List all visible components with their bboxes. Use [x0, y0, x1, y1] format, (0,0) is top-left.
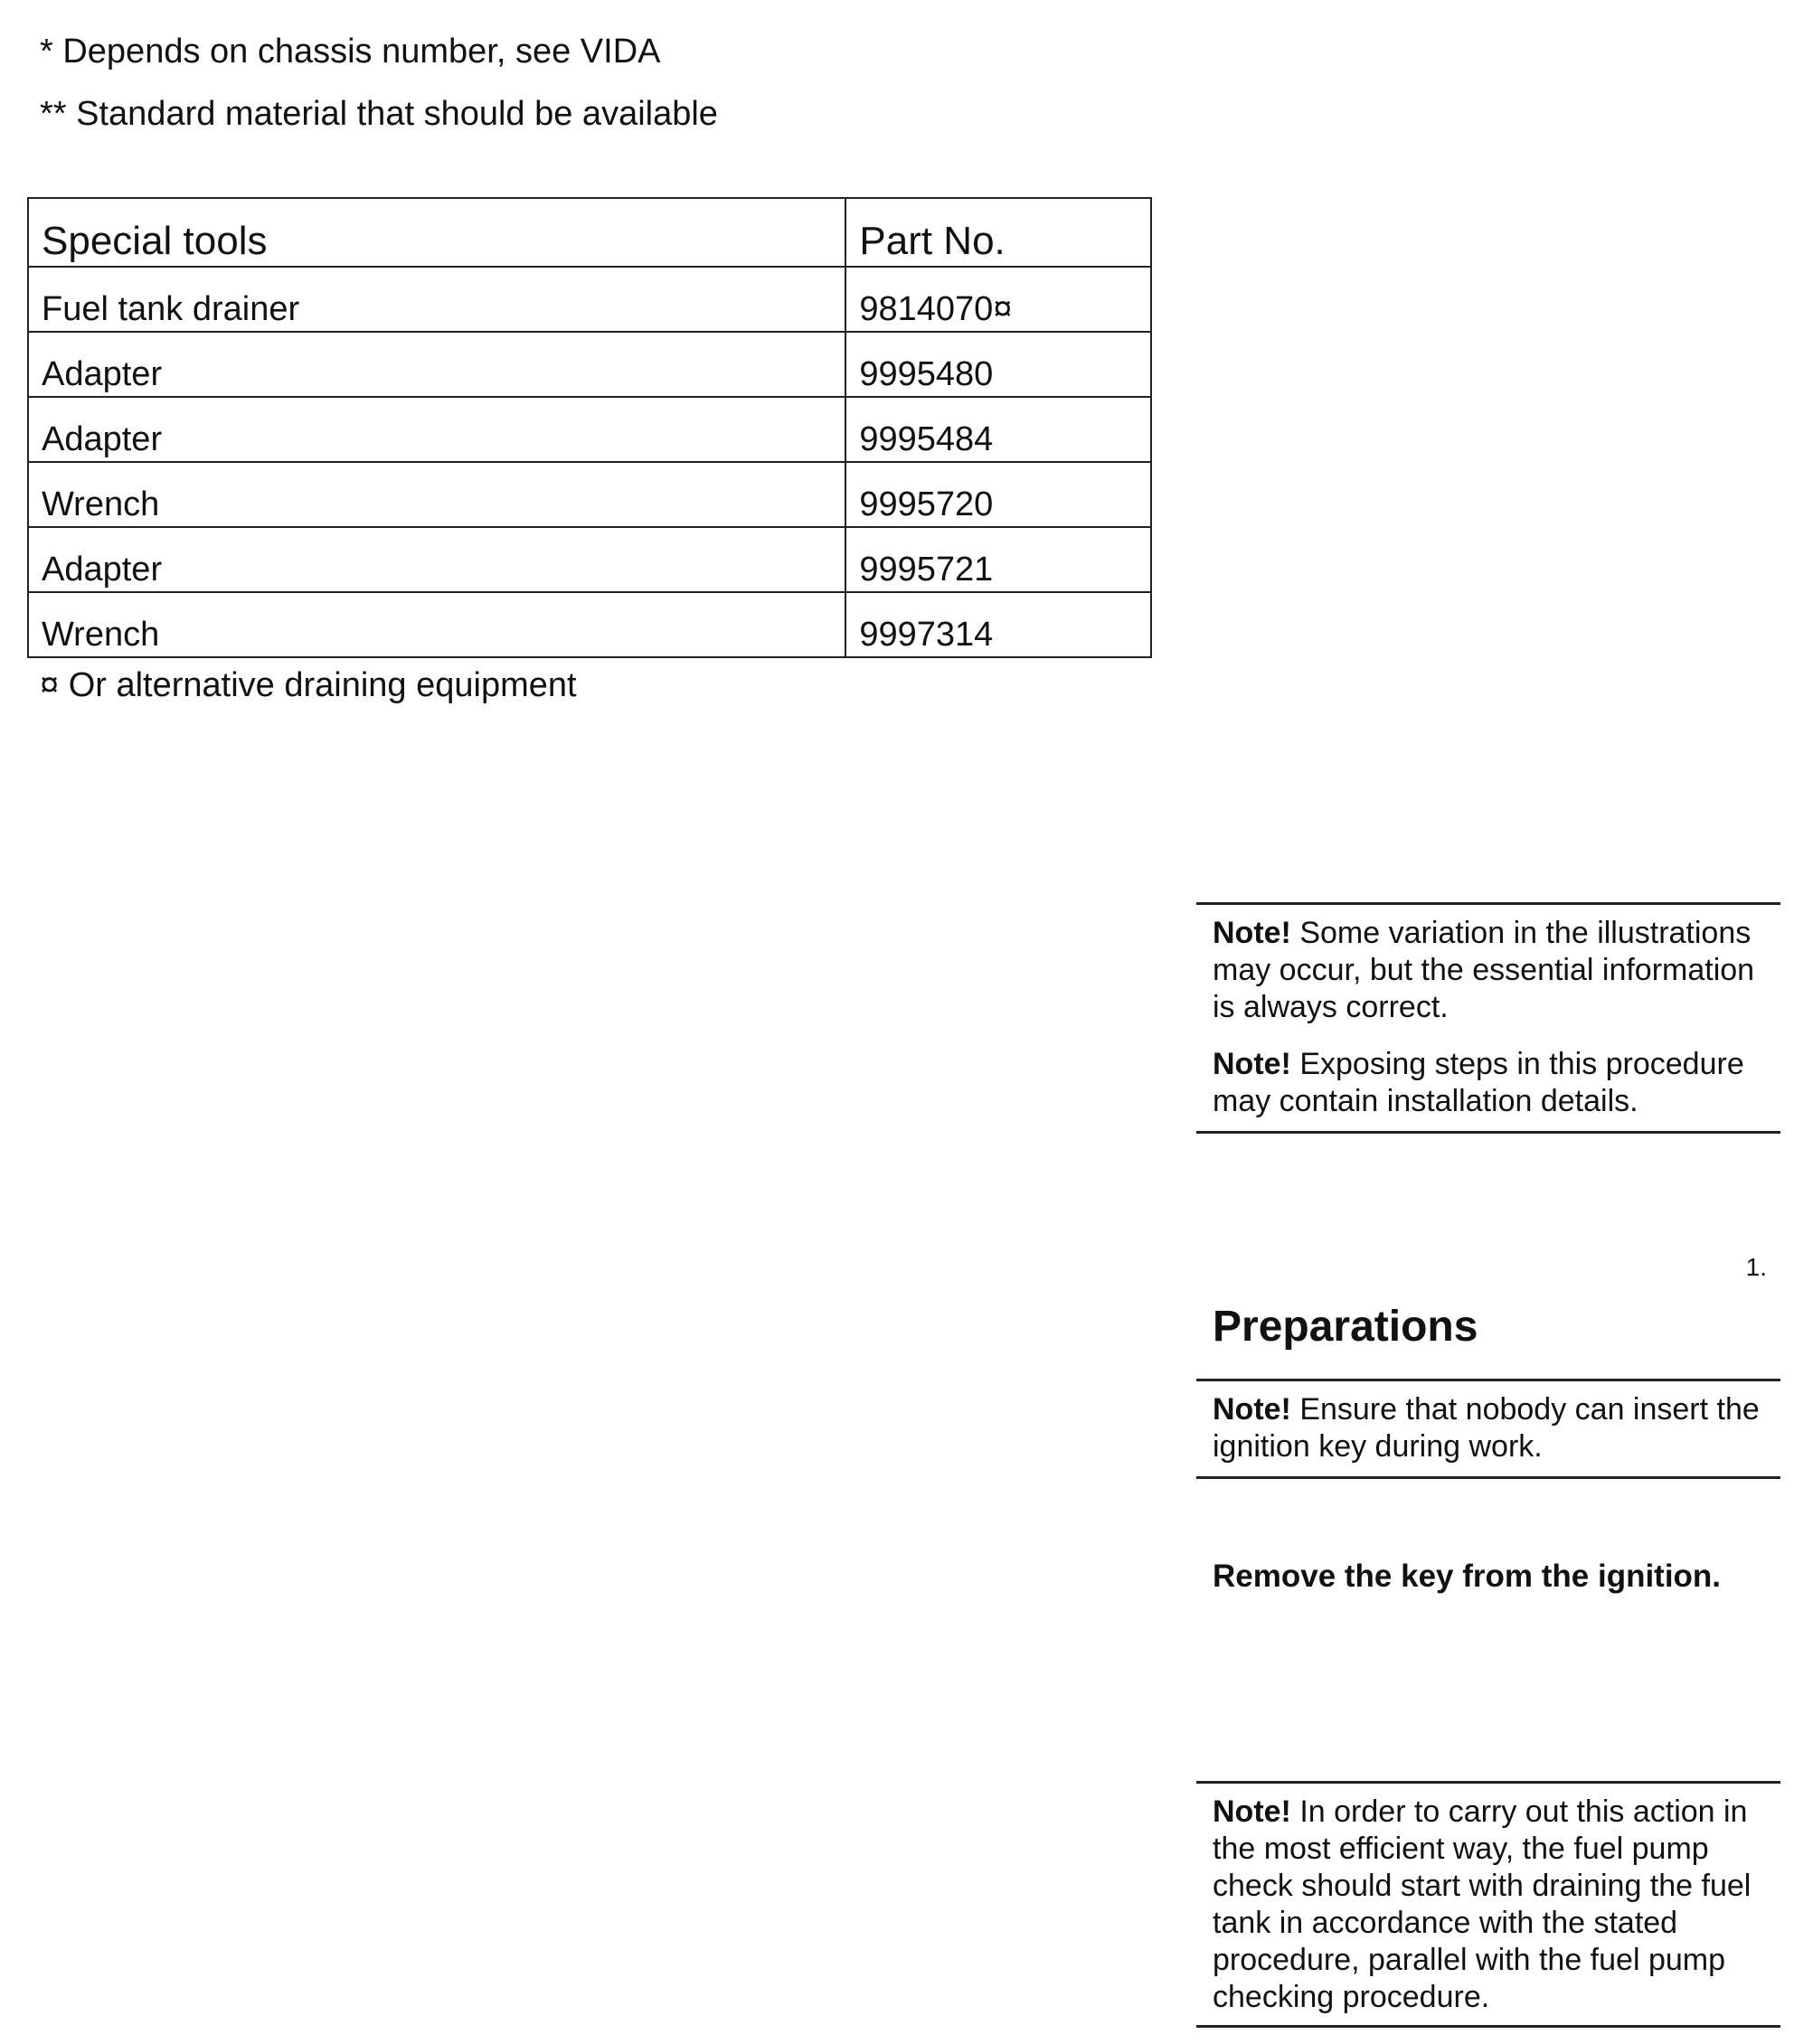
table-row — [28, 462, 1151, 527]
note-exposing-steps — [1213, 1046, 1773, 1120]
table-row — [28, 592, 1151, 657]
note-label: Note! — [1213, 1392, 1291, 1427]
footnote-chassis: * Depends on chassis number, see VIDA — [40, 33, 661, 71]
tool-name-cell: Adapter — [28, 397, 845, 462]
note-text: Some variation in the illustrations may occur, but the essential information is always correct. — [1213, 916, 1755, 1024]
note-efficiency — [1213, 1794, 1773, 2016]
tool-name-cell: Wrench — [28, 592, 845, 657]
note-divider — [1196, 1131, 1780, 1134]
special-tools-table — [27, 197, 1152, 658]
note-divider — [1196, 1476, 1780, 1479]
tool-name-cell: Fuel tank drainer — [28, 267, 845, 332]
note-text: In order to carry out this action in the most efficient way, the fuel pump check should start with draining the fuel tank in accordance with the stated procedure, parallel with the fuel pump checking procedure. — [1213, 1794, 1752, 2014]
note-divider — [1196, 902, 1780, 905]
column-header-part-no: Part No. — [845, 198, 1151, 267]
note-label: Note! — [1213, 1047, 1291, 1081]
footnote-alternative-equipment: ¤ Or alternative draining equipment — [40, 666, 577, 704]
step-instruction: Remove the key from the ignition. — [1213, 1559, 1722, 1594]
table-row — [28, 332, 1151, 397]
section-heading: Preparations — [1213, 1303, 1478, 1351]
note-illustrations — [1213, 915, 1773, 1026]
part-number-cell: 9814070¤ — [845, 267, 1151, 332]
part-number-cell: 9995480 — [845, 332, 1151, 397]
table-row — [28, 397, 1151, 462]
note-text: Ensure that nobody can insert the ignition key during work. — [1213, 1392, 1760, 1464]
part-number-cell: 9995720 — [845, 462, 1151, 527]
column-header-special-tools: Special tools — [28, 198, 845, 267]
note-text: Exposing steps in this procedure may contain installation details. — [1213, 1047, 1744, 1118]
tool-name-cell: Adapter — [28, 332, 845, 397]
note-divider — [1196, 1379, 1780, 1381]
note-label: Note! — [1213, 1794, 1291, 1829]
part-number-cell: 9995721 — [845, 527, 1151, 592]
part-number-cell: 9997314 — [845, 592, 1151, 657]
table-row — [28, 527, 1151, 592]
table-header-row — [28, 198, 1151, 267]
note-divider — [1196, 1781, 1780, 1784]
tool-name-cell: Wrench — [28, 462, 845, 527]
tool-name-cell: Adapter — [28, 527, 845, 592]
part-number-cell: 9995484 — [845, 397, 1151, 462]
footnote-standard-material: ** Standard material that should be available — [40, 95, 718, 133]
step-number: 1. — [1745, 1253, 1767, 1281]
note-divider — [1196, 2025, 1780, 2028]
table-row — [28, 267, 1151, 332]
note-ignition-key — [1213, 1391, 1773, 1465]
note-label: Note! — [1213, 916, 1291, 950]
